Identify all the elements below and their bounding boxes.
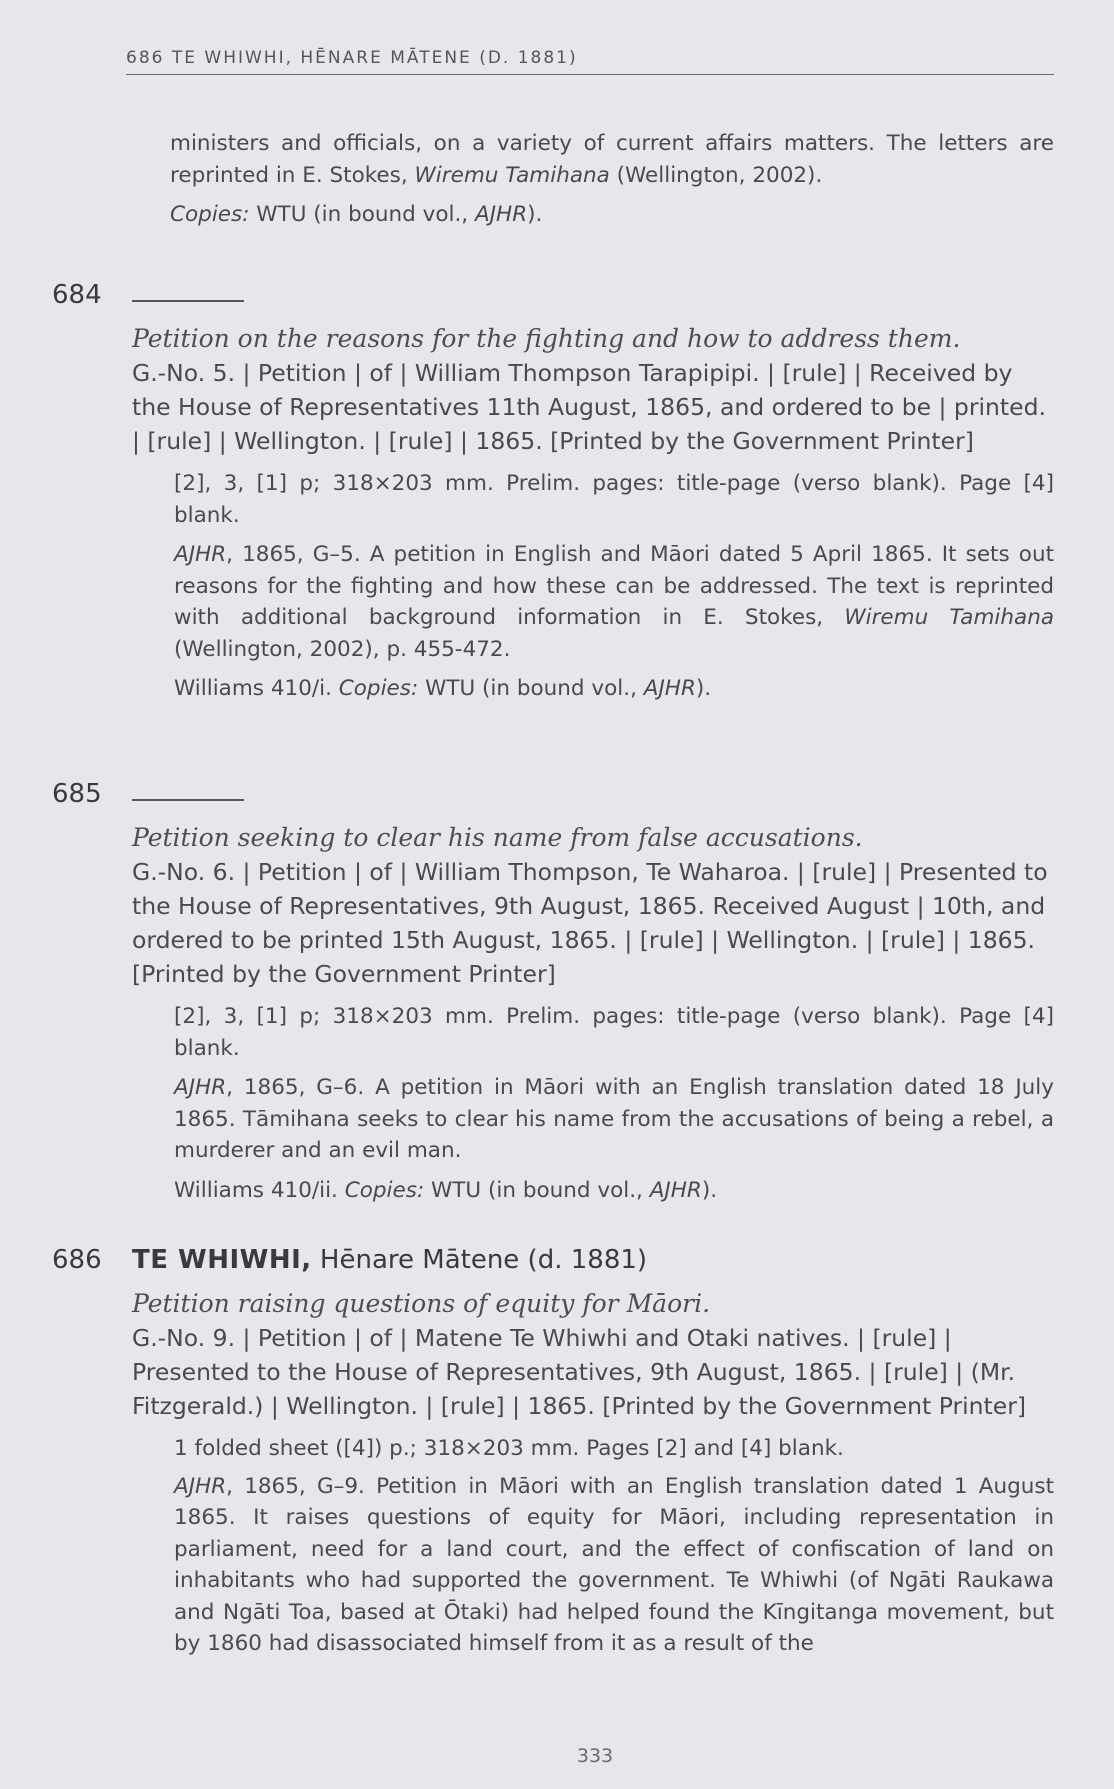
entry-collation: [2], 3, [1] p; 318×203 mm. Prelim. pages: title-page (verso blank). Page [4] blank.: [174, 471, 1054, 528]
continuation-block: [0, 128, 1114, 239]
entry-note: AJHR, 1865, G–5. A petition in English and Māori dated 5 April 1865. It sets out reasons for the fighting and how these can be addressed. The text is reprinted with additional background information in E. Stokes, Wiremu Tamihana (Wellington, 2002), p. 455-472.: [174, 542, 1054, 662]
continuation-copies: Copies: WTU (in bound vol., AJHR).: [170, 202, 543, 227]
entry-header: [0, 280, 1114, 322]
entry-684: [0, 280, 1114, 713]
entry-imprint: G.-No. 9. | Petition | of | Matene Te Whiwhi and Otaki natives. | [rule] | Presented to the House of Representatives, 9th August, 1865. | [rule] | (Mr. Fitzgerald.) | Wellington. | [rule] | 1865. [Printed by the Government Printer]: [132, 1324, 1027, 1420]
entry-collation: 1 folded sheet ([4]) p.; 318×203 mm. Pages [2] and [4] blank.: [174, 1436, 844, 1461]
entry-imprint: G.-No. 5. | Petition | of | William Thompson Tarapipipi. | [rule] | Received by the House of Representatives 11th August, 1865, and ordered to be | printed. | [rule] | Wellington. | [rule] | 1865. [Printed by the Government Printer]: [132, 359, 1046, 455]
author-repeat-dash: [132, 799, 244, 801]
entry-references: Williams 410/ii. Copies: WTU (in bound vol., AJHR).: [174, 1177, 718, 1203]
entry-title: Petition on the reasons for the fighting and how to address them.: [132, 324, 961, 353]
entry-title: Petition raising questions of equity for Māori.: [132, 1289, 711, 1318]
continuation-paragraph: ministers and officials, on a variety of current affairs matters. The letters are reprinted in E. Stokes, Wiremu Tamihana (Wellington, 2002).: [170, 131, 1054, 188]
entry-685: [0, 779, 1114, 1214]
entry-686: [0, 1245, 1114, 1668]
entry-number: 686: [52, 1245, 102, 1275]
entry-number: 685: [52, 779, 102, 809]
entry-note: AJHR, 1865, G–6. A petition in Māori with an English translation dated 18 July 1865. Tāmihana seeks to clear his name from the accusations of being a rebel, a murderer and an evil man.: [174, 1075, 1054, 1163]
entry-imprint: G.-No. 6. | Petition | of | William Thompson, Te Waharoa. | [rule] | Presented to the House of Representatives, 9th August, 1865. Received August | 10th, and ordered to be printed 15th August, 1865. | [rule] | Wellington. | [rule] | 1865. [Printed by the Government Printer]: [132, 858, 1048, 988]
entry-author: TE WHIWHI, Hēnare Mātene (d. 1881): [132, 1245, 648, 1275]
running-head: 686 TE WHIWHI, HĒNARE MĀTENE (D. 1881): [126, 48, 1054, 75]
entry-collation: [2], 3, [1] p; 318×203 mm. Prelim. pages: title-page (verso blank). Page [4] blank.: [174, 1004, 1054, 1061]
author-repeat-dash: [132, 300, 244, 302]
page-number: 333: [576, 1745, 614, 1767]
entry-title: Petition seeking to clear his name from false accusations.: [132, 823, 863, 852]
entry-note: AJHR, 1865, G–9. Petition in Māori with an English translation dated 1 August 1865. It raises questions of equity for Māori, including representation in parliament, need for a land court, and the effect of confiscation of land on inhabitants who had supported the government. Te Whiwhi (of Ngāti Raukawa and Ngāti Toa, based at Ōtaki) had helped found the Kīngitanga movement, but by 1860 had disassociated himself from it as a result of the: [174, 1473, 1054, 1656]
entry-references: Williams 410/i. Copies: WTU (in bound vol., AJHR).: [174, 676, 712, 701]
entry-header: [0, 779, 1114, 821]
entry-number: 684: [52, 280, 102, 310]
entry-header: [0, 1245, 1114, 1287]
